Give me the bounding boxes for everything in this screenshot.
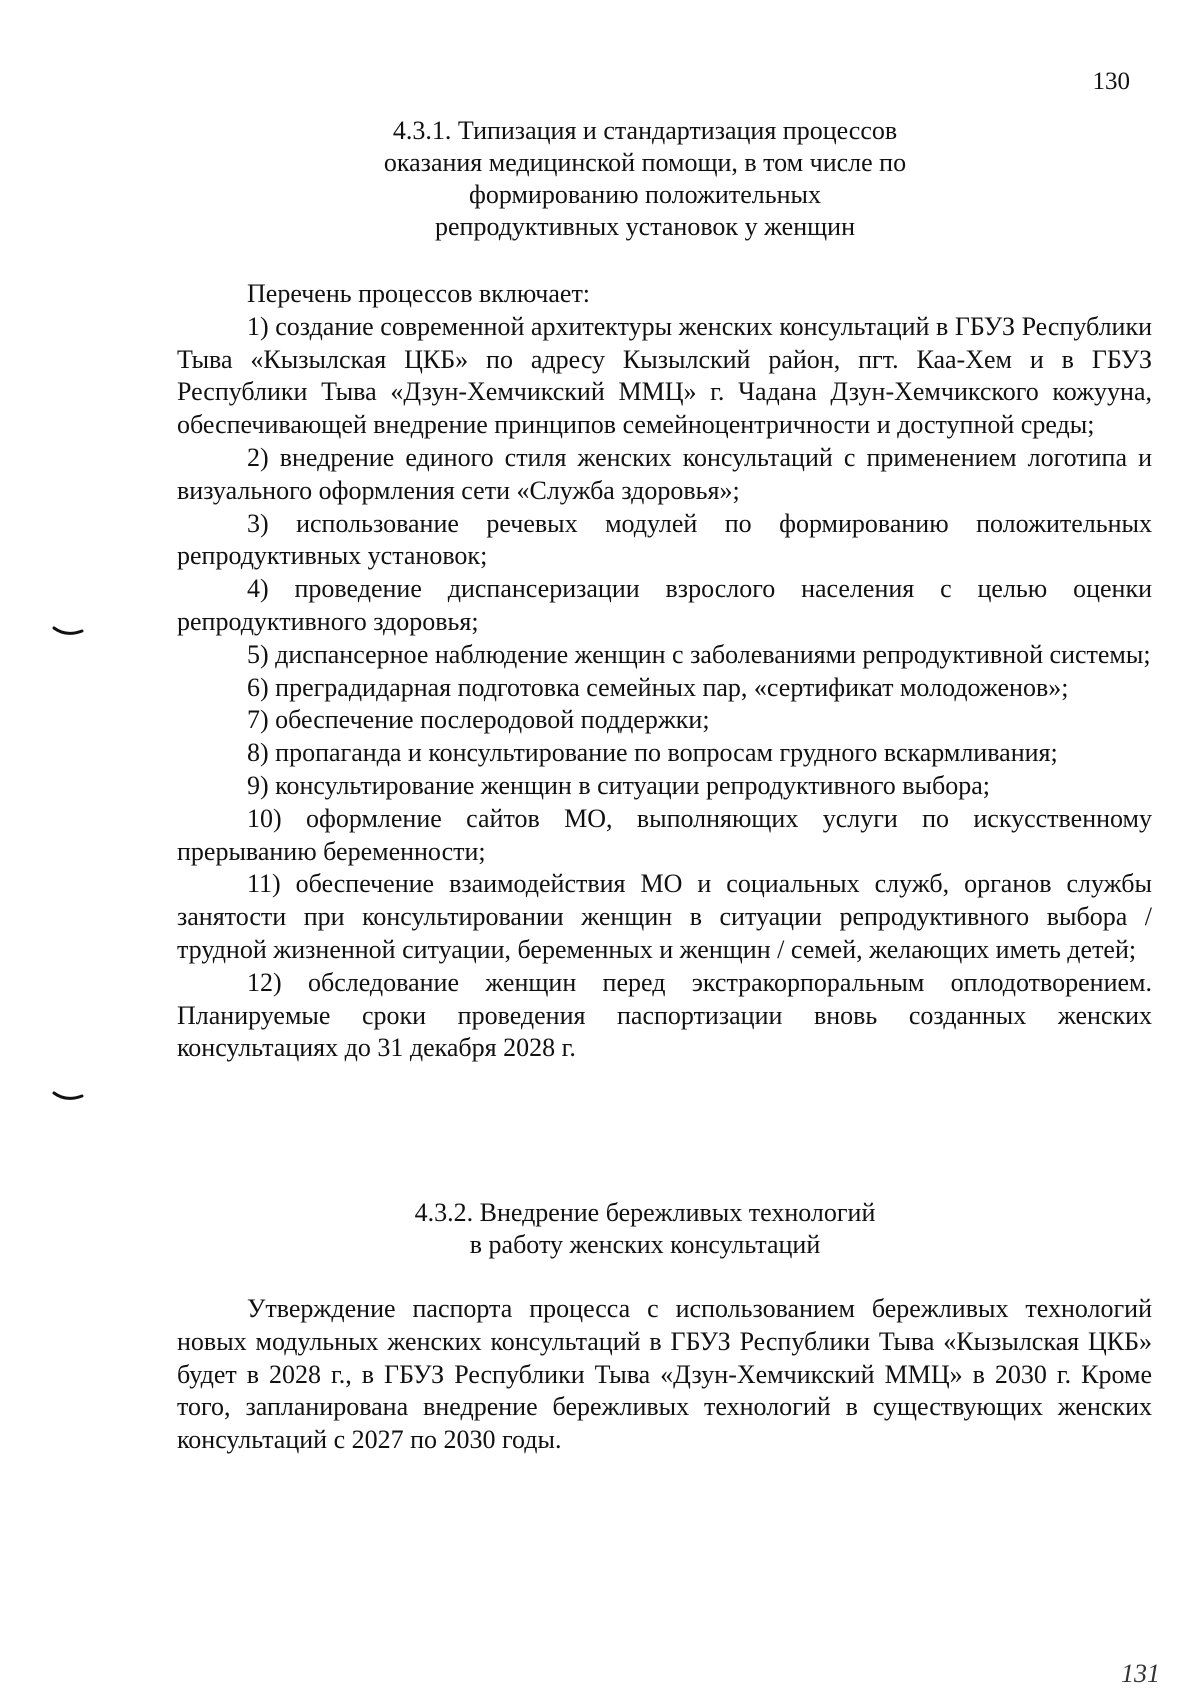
process-list-item: 2) внедрение единого стиля женских консультаций с применением логотипа и визуального оформления сети «Служба здоровья»;: [177, 442, 1152, 505]
process-list-intro: Перечень процессов включает:: [247, 279, 591, 308]
page-number: 130: [1092, 68, 1130, 95]
margin-tick-mark: [52, 625, 84, 639]
section-1-heading: [180, 115, 1110, 243]
process-list: [177, 311, 1152, 1065]
process-list-item: 11) обеспечение взаимодействия МО и социальных служб, органов службы занятости при консультировании женщин в ситуации репродуктивного выбора / трудной жизненной ситуации, беременных и женщин / семей, желающих иметь детей;: [177, 869, 1152, 964]
margin-tick-mark: [52, 1090, 84, 1104]
process-list-item: 9) консультирование женщин в ситуации репродуктивного выбора;: [247, 770, 990, 800]
section-1-heading-line: оказания медицинской помощи, в том числе по: [383, 148, 907, 177]
handwritten-page-number: 131: [1121, 1659, 1160, 1688]
section-1-body: [177, 278, 1152, 1065]
process-list-item: 7) обеспечение послеродовой поддержки;: [247, 705, 710, 735]
process-list-item: 4) проведение диспансеризации взрослого населения с целью оценки репродуктивного здоровья;: [177, 574, 1152, 636]
section-2-heading-line: 4.3.2. Внедрение бережливых технологий: [414, 1198, 876, 1227]
process-list-item: 10) оформление сайтов МО, выполняющих услуги по искусственному прерыванию беременности;: [177, 803, 1152, 866]
process-list-item: 5) диспансерное наблюдение женщин с заболеваниями репродуктивной системы;: [247, 639, 1151, 669]
section-1-heading-line: репродуктивных установок у женщин: [435, 212, 855, 241]
section-1-heading-line: 4.3.1. Типизация и стандартизация процессов: [392, 116, 898, 145]
process-list-item: 6) преградидарная подготовка семейных пар, «сертификат молодоженов»;: [247, 672, 1069, 702]
process-list-item: 8) пропаганда и консультирование по вопросам грудного вскармливания;: [247, 738, 1058, 768]
section-2-paragraph: Утверждение паспорта процесса с использованием бережливых технологий новых модульных женских консультаций в ГБУЗ Республики Тыва «Кызылская ЦКБ» будет в 2028 г., в ГБУЗ Республики Тыва «Дзун-Хемчикский ММЦ» в 2030 г. Кроме того, запланирована внедрение бережливых технологий в существующих женских консультаций с 2027 по 2030 годы.: [177, 1294, 1152, 1455]
section-2-heading: [180, 1197, 1110, 1261]
process-list-item: 3) использование речевых модулей по формированию положительных репродуктивных установок;: [177, 508, 1152, 571]
process-list-item: 12) обследование женщин перед экстракорпоральным оплодотворением. Планируемые сроки проведения паспортизации вновь созданных женских консультациях до 31 декабря 2028 г.: [177, 967, 1152, 1063]
section-1-heading-line: формированию положительных: [469, 180, 821, 209]
section-2-heading-line: в работу женских консультаций: [469, 1230, 821, 1259]
process-list-item: 1) создание современной архитектуры женских консультаций в ГБУЗ Республики Тыва «Кызылская ЦКБ» по адресу Кызылский район, пгт. Каа-Хем и в ГБУЗ Республики Тыва «Дзун-Хемчикский ММЦ» г. Чадана Дзун-Хемчикского кожууна, обеспечивающей внедрение принципов семейноцентричности и доступной среды;: [177, 311, 1152, 440]
section-2-body: [177, 1293, 1152, 1457]
